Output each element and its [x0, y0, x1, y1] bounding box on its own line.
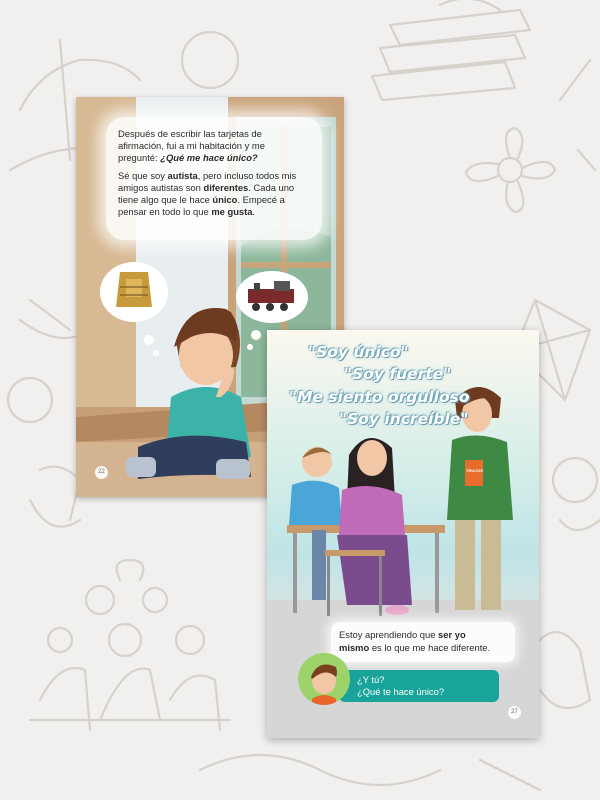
doodle-face-icon — [553, 458, 600, 530]
narration-text: , pero incluso todos mis — [197, 170, 297, 181]
prompt-line: ¿Qué te hace único? — [357, 686, 445, 697]
affirmation-quote: "Soy único" — [308, 343, 409, 361]
narration-question: ¿Qué me hace único? — [160, 152, 258, 163]
narration-line: pregunté: — [118, 152, 161, 163]
narration-paragraph-1 — [118, 128, 312, 164]
doodle-books-icon — [372, 0, 530, 100]
narration-bold: autista — [167, 170, 198, 181]
right-book-page — [267, 330, 539, 738]
affirmation-quote: "Me siento orgulloso — [289, 388, 470, 406]
statement-text: es lo que me hace diferente. — [369, 642, 491, 653]
boy-face-icon — [298, 653, 350, 705]
doodle-group-icon — [30, 560, 230, 730]
narration-line: afirmación, fui a mi habitación y me — [118, 140, 265, 151]
statement-bold: ser yo — [438, 629, 466, 640]
book-cover-label: TRUCOS — [466, 468, 483, 473]
seated-girl-figure — [337, 438, 412, 615]
narration-text: . Cada uno — [248, 182, 295, 193]
narration-text: Sé que soy — [118, 170, 168, 181]
prompt-line: ¿Y tú? — [357, 674, 385, 685]
narration-paragraph-2 — [118, 170, 312, 218]
narration-bold: único — [212, 194, 238, 205]
page-number-right: 27 — [508, 706, 521, 719]
affirmation-quote: "Soy increíble" — [339, 410, 469, 428]
boy-avatar — [298, 653, 350, 705]
narration-bold: me gusta — [211, 206, 253, 217]
affirmation-quote: "Soy fuerte" — [344, 365, 452, 383]
narration-text: . — [252, 206, 256, 217]
narration-bold: diferentes — [203, 182, 249, 193]
statement-bold: mismo — [339, 642, 370, 653]
narration-text: . Empecé a — [237, 194, 285, 205]
narration-text: amigos autistas son — [118, 182, 204, 193]
statement-text-box — [331, 622, 515, 662]
statement-text: Estoy aprendiendo que — [339, 629, 439, 640]
narration-text: tiene algo que le hace — [118, 194, 213, 205]
narration-text-bubble — [106, 117, 322, 240]
doodle-flower-icon — [466, 128, 555, 212]
question-prompt-box — [339, 670, 499, 702]
narration-line: Después de escribir las tarjetas de — [118, 128, 262, 139]
narration-text: pensar en todo lo que — [118, 206, 212, 217]
page-number-left: 22 — [95, 466, 108, 479]
